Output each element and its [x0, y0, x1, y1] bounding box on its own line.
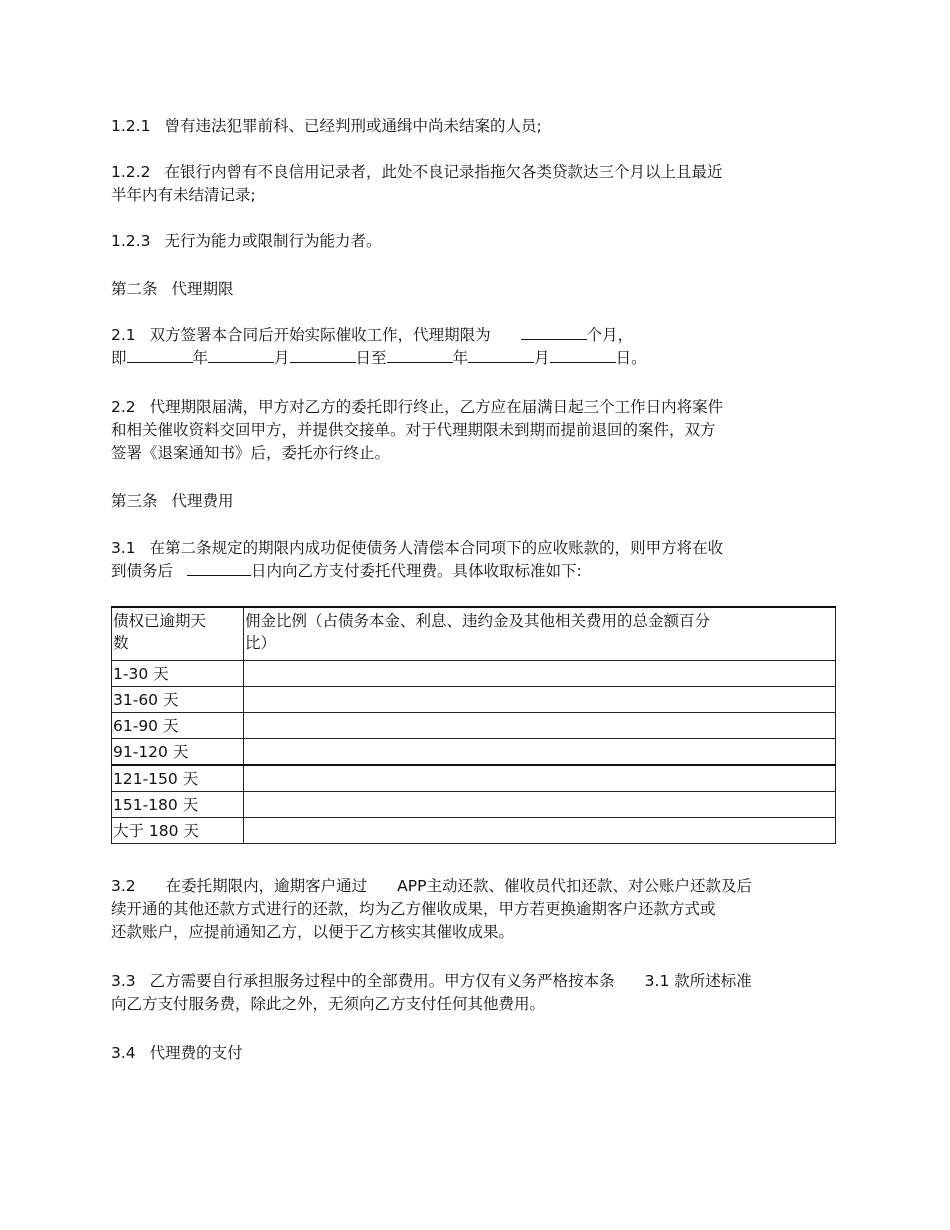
start-year-blank[interactable]: [127, 347, 193, 363]
table-row: [112, 661, 836, 687]
commission-rate-cell[interactable]: [244, 687, 836, 713]
clause-number: 3.2: [111, 877, 136, 895]
table-header-row: [112, 607, 836, 661]
table-row: [112, 792, 836, 818]
clause-text-line1-pre: 在委托期限内，逾期客户通过: [165, 877, 368, 895]
end-month-blank[interactable]: [468, 347, 534, 363]
clause-text-line1-post: APP主动还款、催收员代扣还款、对公账户还款及后: [397, 877, 752, 895]
clause-3-1: [111, 537, 841, 583]
months-unit: 个月，: [586, 326, 634, 344]
clause-text: 双方签署本合同后开始实际催收工作，代理期限为: [149, 326, 491, 344]
clause-text-line3: 还款账户，应提前通知乙方，以便于乙方核实其催收成果。: [111, 923, 515, 941]
months-blank[interactable]: [521, 324, 587, 340]
article-2-heading: [111, 278, 841, 301]
end-year-label: 年: [452, 349, 469, 367]
clause-number: 3.3: [111, 972, 136, 990]
article-name: 代理费用: [171, 492, 234, 510]
start-month-blank[interactable]: [208, 347, 274, 363]
clause-text-line2: 向乙方支付服务费，除此之外，无须向乙方支付任何其他费用。: [111, 995, 546, 1013]
clause-number: 3.4: [111, 1044, 136, 1062]
end-month-label: 月: [534, 349, 550, 367]
clause-number: 2.1: [111, 326, 136, 344]
article-number: 第三条: [111, 492, 158, 510]
clause-2-1: [111, 324, 841, 370]
clause-number: 2.2: [111, 398, 136, 416]
commission-rate-cell[interactable]: [244, 713, 836, 739]
overdue-days-cell: 61-90 天: [112, 713, 244, 739]
article-name: 代理期限: [171, 280, 234, 298]
clause-text-line3: 签署《退案通知书》后，委托亦行终止。: [111, 444, 391, 462]
clause-number: 1.2.2: [111, 163, 151, 181]
clause-1-2-2: [111, 161, 841, 207]
header-commission-rate: 佣金比例（占债务本金、利息、违约金及其他相关费用的总金额百分 比）: [244, 607, 836, 661]
clause-text: 代理费的支付: [149, 1044, 243, 1062]
commission-rate-cell[interactable]: [244, 818, 836, 844]
article-3-heading: [111, 490, 841, 513]
commission-rate-cell[interactable]: [244, 765, 836, 792]
clause-text-line1-pre: 乙方需要自行承担服务过程中的全部费用。甲方仅有义务严格按本条: [149, 972, 615, 990]
clause-2-2: [111, 396, 841, 465]
table-row: [112, 818, 836, 844]
overdue-days-cell: 91-120 天: [112, 739, 244, 766]
clause-3-4: [111, 1042, 841, 1065]
clause-number: 3.1: [111, 539, 136, 557]
end-day-blank[interactable]: [550, 347, 616, 363]
clause-number: 1.2.3: [111, 232, 151, 250]
article-number: 第二条: [111, 280, 158, 298]
clause-text: 无行为能力或限制行为能力者。: [164, 232, 382, 250]
start-year-label: 年: [192, 349, 209, 367]
clause-1-2-3: [111, 230, 841, 253]
table-row: [112, 739, 836, 766]
clause-text: 曾有违法犯罪前科、已经判刑或通缉中尚未结案的人员;: [164, 117, 542, 135]
commission-rate-cell[interactable]: [244, 661, 836, 687]
clause-text-line1: 在第二条规定的期限内成功促使债务人清偿本合同项下的应收账款的，则甲方将在收: [149, 539, 724, 557]
commission-rate-cell[interactable]: [244, 739, 836, 766]
clause-number: 1.2.1: [111, 117, 151, 135]
start-day-label: 日至: [355, 349, 387, 367]
clause-3-3: [111, 970, 841, 1016]
commission-rate-cell[interactable]: [244, 792, 836, 818]
clause-text-line2: 半年内有未结清记录;: [111, 186, 256, 204]
clause-text-line2: 和相关催收资料交回甲方，并提供交接单。对于代理期限未到期而提前退回的案件，双方: [111, 421, 716, 439]
days-blank[interactable]: [187, 560, 251, 576]
date-prefix: 即: [111, 349, 127, 367]
table-row: [112, 713, 836, 739]
overdue-days-cell: 1-30 天: [112, 661, 244, 687]
overdue-days-cell: 大于 180 天: [112, 818, 244, 844]
overdue-days-cell: 31-60 天: [112, 687, 244, 713]
table-row: [112, 765, 836, 792]
clause-text-line2-pre: 到债务后: [111, 562, 174, 580]
clause-text-line1-post: 3.1 款所述标准: [644, 972, 752, 990]
clause-text-line1: 在银行内曾有不良信用记录者，此处不良记录指拖欠各类贷款达三个月以上且最近: [164, 163, 723, 181]
clause-3-2: [111, 875, 841, 944]
header-overdue-days: 债权已逾期天 数: [112, 607, 244, 661]
start-day-blank[interactable]: [290, 347, 356, 363]
end-year-blank[interactable]: [387, 347, 453, 363]
clause-text-line2-post: 日内向乙方支付委托代理费。具体收取标准如下:: [251, 562, 582, 580]
start-month-label: 月: [274, 349, 290, 367]
end-day-label: 日。: [615, 349, 647, 367]
commission-table: [111, 606, 836, 844]
clause-text-line2: 续开通的其他还款方式进行的还款，均为乙方催收成果，甲方若更换逾期客户还款方式或: [111, 900, 716, 918]
overdue-days-cell: 151-180 天: [112, 792, 244, 818]
clause-1-2-1: [111, 115, 841, 138]
overdue-days-cell: 121-150 天: [112, 765, 244, 792]
clause-text-line1: 代理期限届满，甲方对乙方的委托即行终止，乙方应在届满日起三个工作日内将案件: [149, 398, 724, 416]
table-row: [112, 687, 836, 713]
